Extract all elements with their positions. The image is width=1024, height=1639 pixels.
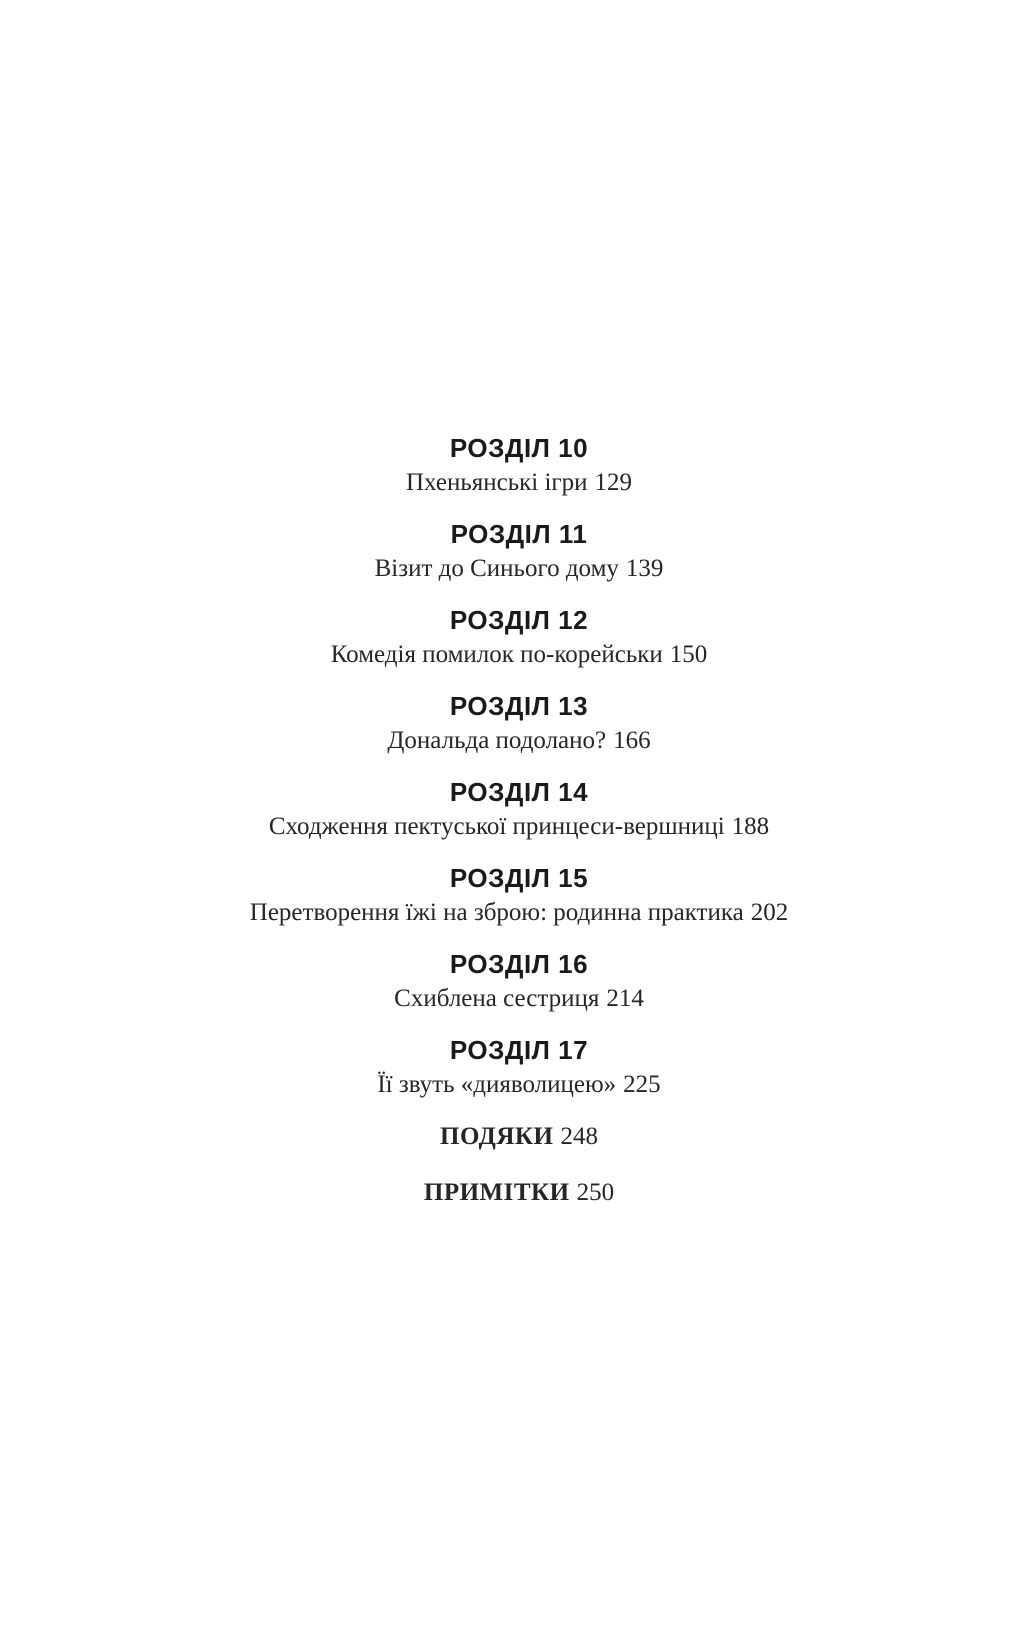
chapter-title: Комедія помилок по-корейськи — [330, 641, 663, 668]
chapter-heading: РОЗДІЛ 12 — [449, 605, 589, 635]
toc-chapter-10 — [0, 432, 1024, 500]
chapter-page-number: 202 — [750, 899, 789, 926]
chapter-title: Дональда подолано? — [387, 727, 607, 754]
toc-chapter-14 — [0, 776, 1024, 844]
chapter-entry — [0, 724, 1024, 758]
chapter-page-number: 129 — [594, 469, 633, 496]
toc-chapter-16 — [0, 948, 1024, 1016]
chapter-heading: РОЗДІЛ 14 — [449, 777, 589, 807]
chapter-heading: РОЗДІЛ 16 — [449, 949, 589, 979]
chapter-page-number: 225 — [623, 1071, 661, 1098]
toc-chapter-13 — [0, 690, 1024, 758]
toc-chapter-11 — [0, 518, 1024, 586]
chapter-entry — [0, 810, 1024, 844]
chapter-heading: РОЗДІЛ 17 — [449, 1035, 589, 1065]
toc-chapter-12 — [0, 604, 1024, 672]
chapter-title: Візит до Синього дому — [374, 555, 619, 582]
table-of-contents — [0, 432, 1024, 1210]
toc-acknowledgements — [0, 1120, 1024, 1154]
toc-notes — [0, 1176, 1024, 1210]
chapter-title: Її звуть «дияволицею» — [377, 1071, 617, 1098]
chapter-heading: РОЗДІЛ 13 — [449, 691, 589, 721]
chapter-page-number: 188 — [731, 813, 770, 840]
chapter-entry — [0, 982, 1024, 1016]
chapter-entry — [0, 638, 1024, 672]
chapter-heading: РОЗДІЛ 11 — [450, 519, 588, 549]
chapter-title: Схиблена сестриця — [394, 985, 600, 1012]
chapter-entry — [0, 552, 1024, 586]
chapter-entry — [0, 896, 1024, 930]
back-matter-page-number: 250 — [576, 1179, 615, 1206]
chapter-page-number: 139 — [625, 555, 664, 582]
toc-chapter-17 — [0, 1034, 1024, 1102]
back-matter-page-number: 248 — [560, 1123, 598, 1150]
chapter-heading: РОЗДІЛ 15 — [449, 863, 589, 893]
chapter-page-number: 166 — [613, 727, 651, 754]
chapter-page-number: 214 — [606, 985, 644, 1012]
chapter-heading: РОЗДІЛ 10 — [449, 433, 589, 463]
chapter-title: Сходження пектуської принцеси-вершниці — [268, 813, 725, 840]
chapter-title: Перетворення їжі на зброю: родинна практика — [249, 899, 744, 926]
chapter-title: Пхеньянські ігри — [405, 469, 588, 496]
back-matter-label: ПРИМІТКИ — [423, 1179, 570, 1206]
toc-chapter-15 — [0, 862, 1024, 930]
chapter-entry — [0, 466, 1024, 500]
back-matter-label: ПОДЯКИ — [440, 1123, 554, 1150]
chapter-entry — [0, 1068, 1024, 1102]
chapter-page-number: 150 — [669, 641, 708, 668]
